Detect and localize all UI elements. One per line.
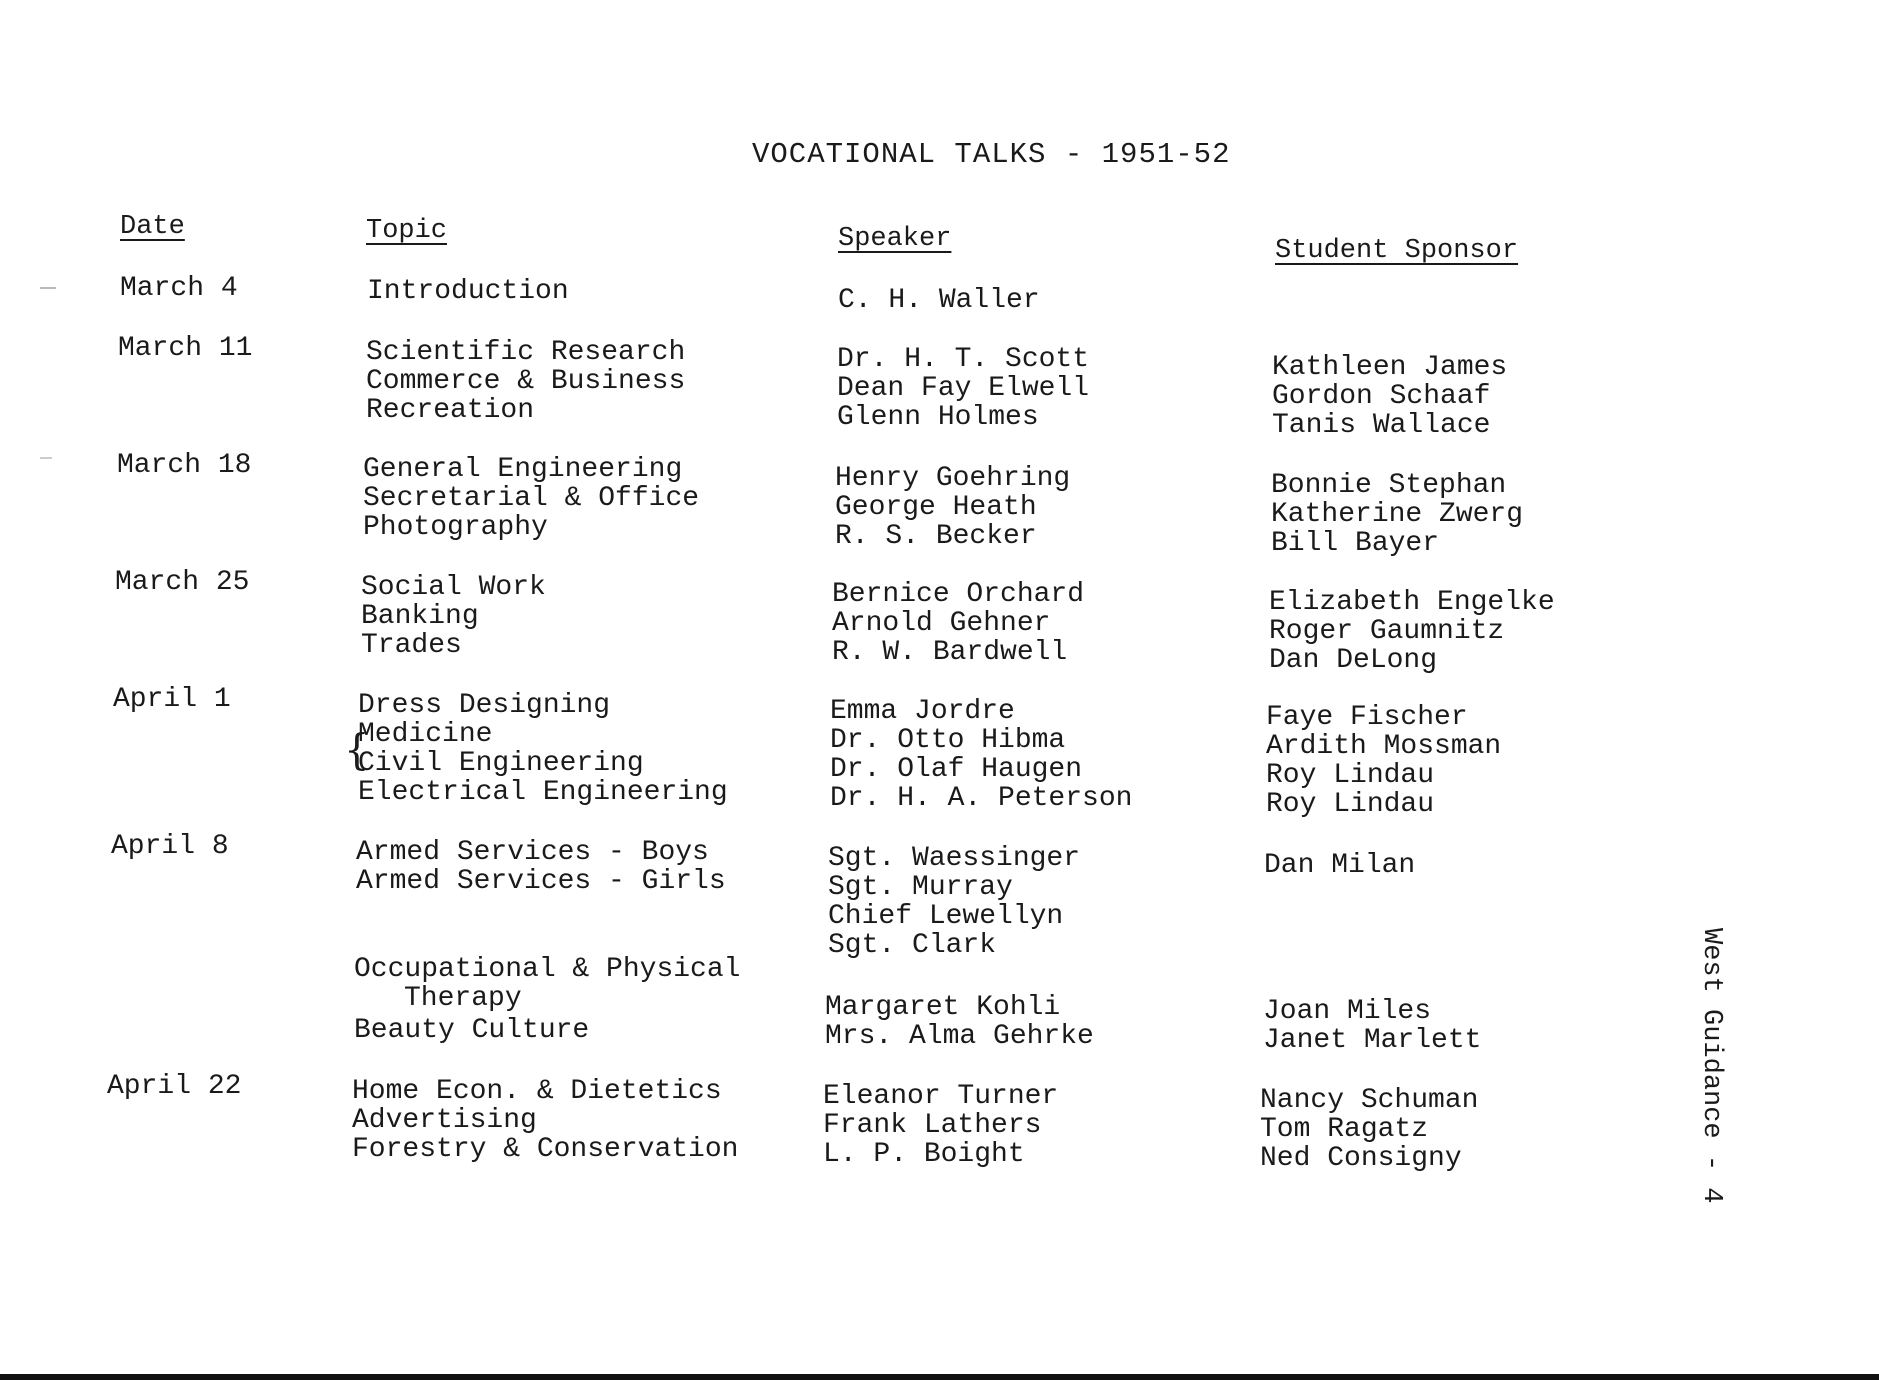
topic-item: Armed Services - Girls xyxy=(356,866,726,897)
sponsor-item: Joan Miles xyxy=(1263,996,1432,1027)
topic-list xyxy=(361,573,546,660)
sponsor-item: Roy Lindau xyxy=(1266,789,1435,820)
side-note: West Guidance - 4 xyxy=(1696,928,1726,1204)
topic-list xyxy=(352,1077,738,1164)
sponsor-item: Bill Bayer xyxy=(1271,528,1440,559)
speaker-list xyxy=(830,697,1132,813)
speaker-item: Dean Fay Elwell xyxy=(837,373,1090,404)
speaker-list xyxy=(838,286,1040,315)
sponsor-item: Katherine Zwerg xyxy=(1271,499,1524,530)
speaker-item: R. W. Bardwell xyxy=(832,637,1068,668)
topic-item: Home Econ. & Dietetics xyxy=(352,1076,722,1107)
topic-item: Armed Services - Boys xyxy=(356,837,709,868)
speaker-list xyxy=(837,345,1089,432)
header-topic: Topic xyxy=(366,216,448,246)
row-date: April 1 xyxy=(113,684,231,715)
speaker-list xyxy=(828,844,1080,960)
speaker-item: Chief Lewellyn xyxy=(828,901,1064,932)
topic-item: Advertising xyxy=(352,1105,537,1136)
row-date: April 8 xyxy=(111,831,229,862)
page-bottom-edge xyxy=(0,1374,1879,1380)
topic-item: Secretarial & Office xyxy=(363,483,700,514)
sponsor-item: Gordon Schaaf xyxy=(1272,381,1491,412)
topic-item: Therapy xyxy=(404,983,522,1014)
topic-item: Forestry & Conservation xyxy=(352,1134,739,1165)
topic-item: General Engineering xyxy=(363,454,683,485)
speaker-item: Dr. H. T. Scott xyxy=(837,344,1090,375)
sponsor-list xyxy=(1272,353,1507,440)
topic-item: Civil Engineering xyxy=(358,748,644,779)
speaker-item: Sgt. Clark xyxy=(828,930,997,961)
row-date: March 4 xyxy=(120,273,238,304)
sponsor-item: Ned Consigny xyxy=(1260,1143,1462,1174)
topic-item: Photography xyxy=(363,512,548,543)
speaker-item: Dr. Otto Hibma xyxy=(830,725,1066,756)
brace-mark: { xyxy=(344,726,370,775)
sponsor-list xyxy=(1271,471,1523,558)
sponsor-item: Roger Gaumnitz xyxy=(1269,616,1505,647)
margin-mark xyxy=(40,287,56,289)
speaker-item: Margaret Kohli xyxy=(825,992,1061,1023)
header-student-sponsor: Student Sponsor xyxy=(1275,236,1519,266)
header-date: Date xyxy=(120,212,185,242)
speaker-item: George Heath xyxy=(835,492,1037,523)
row-date: March 11 xyxy=(118,333,253,364)
row-date: April 22 xyxy=(107,1071,242,1102)
sponsor-item: Dan Milan xyxy=(1264,850,1416,881)
document-title: VOCATIONAL TALKS - 1951-52 xyxy=(752,138,1231,171)
topic-item: Trades xyxy=(361,630,462,661)
sponsor-item: Dan DeLong xyxy=(1269,645,1438,676)
header-speaker: Speaker xyxy=(838,224,952,254)
speaker-list xyxy=(835,464,1070,551)
speaker-item: Sgt. Murray xyxy=(828,872,1013,903)
speaker-item: Eleanor Turner xyxy=(823,1081,1059,1112)
speaker-item: Henry Goehring xyxy=(835,463,1071,494)
topic-item: Introduction xyxy=(367,276,569,307)
topic-item: Recreation xyxy=(366,395,535,426)
sponsor-list xyxy=(1264,851,1415,880)
sponsor-item: Tanis Wallace xyxy=(1272,410,1491,441)
topic-list xyxy=(354,955,740,1045)
topic-item: Dress Designing xyxy=(358,690,611,721)
speaker-item: Sgt. Waessinger xyxy=(828,843,1081,874)
topic-list xyxy=(367,277,569,306)
sponsor-item: Bonnie Stephan xyxy=(1271,470,1507,501)
row-date: March 18 xyxy=(117,450,252,481)
speaker-list xyxy=(825,993,1094,1051)
topic-item: Medicine xyxy=(358,719,493,750)
speaker-item: Glenn Holmes xyxy=(837,402,1039,433)
sponsor-item: Nancy Schuman xyxy=(1260,1085,1479,1116)
speaker-item: Arnold Gehner xyxy=(832,608,1051,639)
topic-item: Banking xyxy=(361,601,479,632)
topic-item: Social Work xyxy=(361,572,546,603)
sponsor-item: Tom Ragatz xyxy=(1260,1114,1429,1145)
sponsor-list xyxy=(1263,997,1481,1055)
row-date: March 25 xyxy=(115,567,250,598)
sponsor-item: Faye Fischer xyxy=(1266,702,1468,733)
topic-item: Electrical Engineering xyxy=(358,777,728,808)
speaker-item: L. P. Boight xyxy=(823,1139,1025,1170)
speaker-item: R. S. Becker xyxy=(835,521,1037,552)
topic-list xyxy=(344,690,728,808)
sponsor-item: Janet Marlett xyxy=(1263,1025,1482,1056)
margin-mark xyxy=(40,457,52,459)
speaker-list xyxy=(823,1082,1058,1169)
sponsor-list xyxy=(1266,703,1501,819)
sponsor-item: Kathleen James xyxy=(1272,352,1508,383)
sponsor-list xyxy=(1260,1086,1478,1173)
topic-item: Beauty Culture xyxy=(354,1015,590,1046)
topic-list xyxy=(363,455,699,542)
speaker-item: Bernice Orchard xyxy=(832,579,1085,610)
speaker-item: Dr. H. A. Peterson xyxy=(830,783,1133,814)
topic-list xyxy=(356,838,726,896)
sponsor-list xyxy=(1269,588,1555,675)
topic-list xyxy=(366,338,685,425)
speaker-item: Mrs. Alma Gehrke xyxy=(825,1021,1094,1052)
speaker-item: Frank Lathers xyxy=(823,1110,1042,1141)
speaker-item: C. H. Waller xyxy=(838,285,1040,316)
topic-item: Occupational & Physical xyxy=(354,954,741,985)
sponsor-item: Elizabeth Engelke xyxy=(1269,587,1555,618)
sponsor-item: Ardith Mossman xyxy=(1266,731,1502,762)
sponsor-item: Roy Lindau xyxy=(1266,760,1435,791)
speaker-list xyxy=(832,580,1084,667)
speaker-item: Dr. Olaf Haugen xyxy=(830,754,1083,785)
topic-item: Scientific Research xyxy=(366,337,686,368)
topic-item: Commerce & Business xyxy=(366,366,686,397)
speaker-item: Emma Jordre xyxy=(830,696,1015,727)
